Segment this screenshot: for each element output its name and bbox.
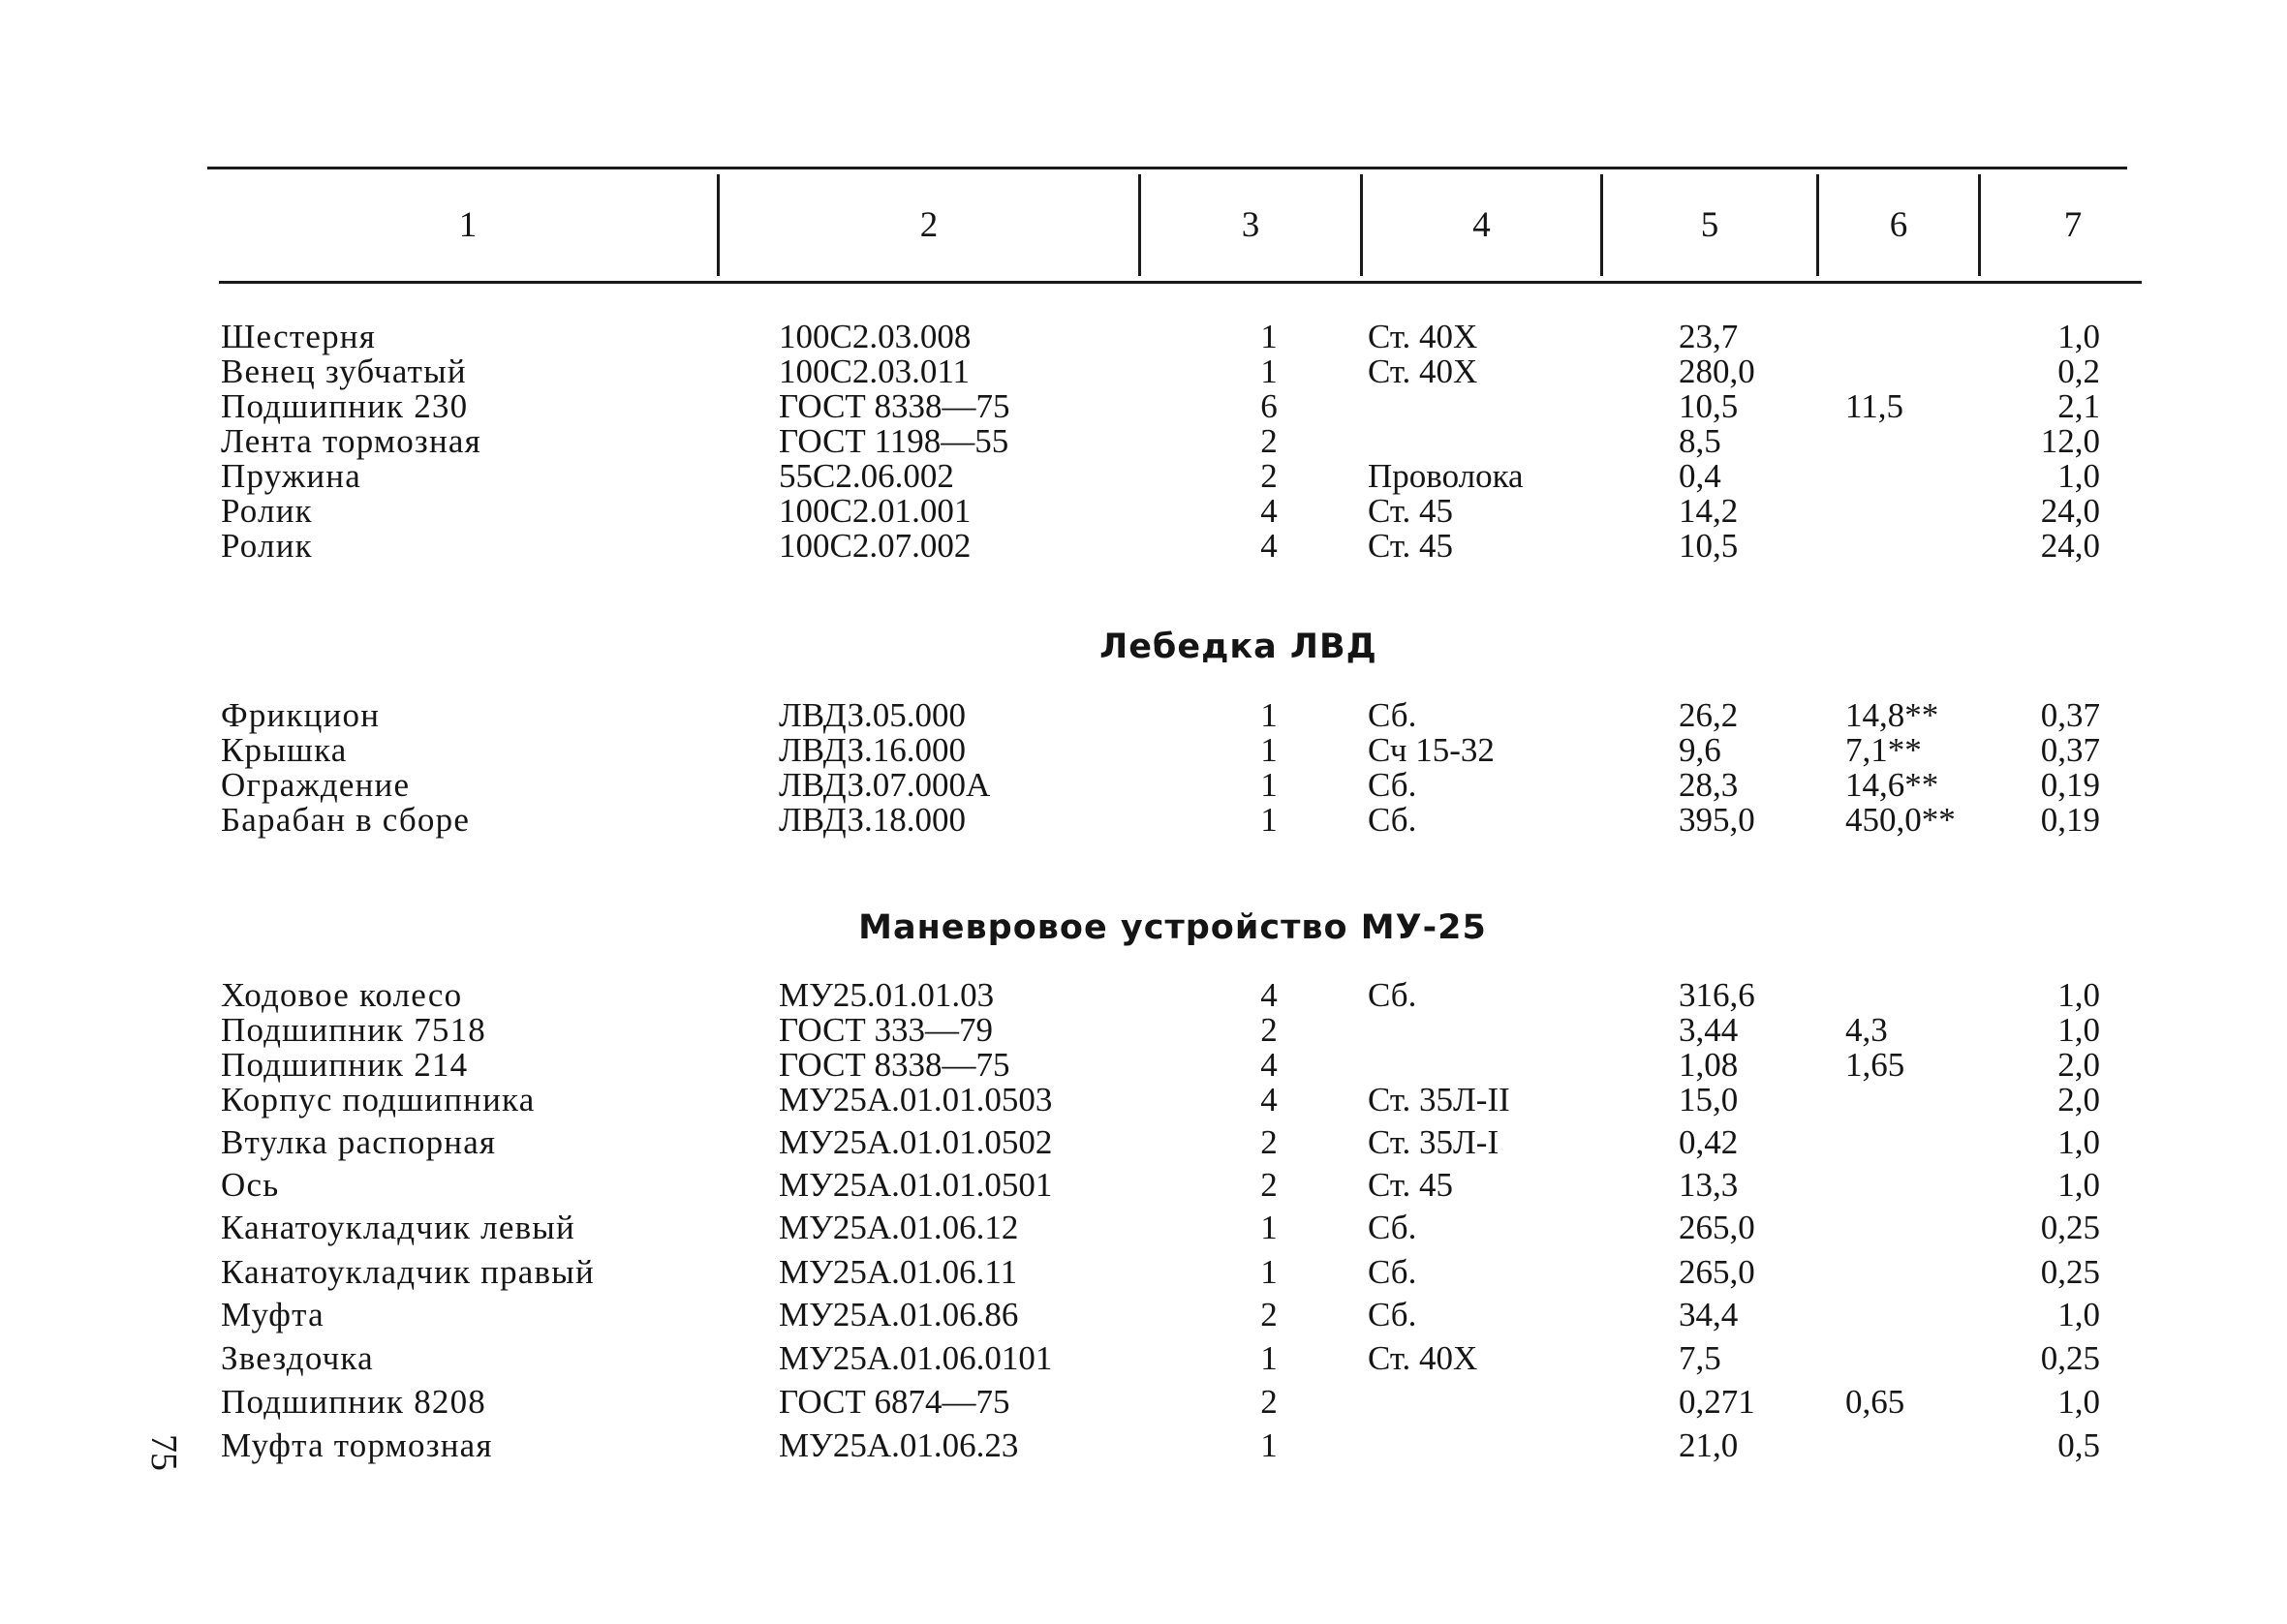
cell-col-6: 14,8** [1845, 696, 1939, 734]
cell-col-3: 1 [1260, 801, 1278, 839]
table-row [0, 733, 2287, 768]
cell-col-1: Подшипник 8208 [221, 1383, 487, 1421]
table-row [0, 1341, 2287, 1376]
cell-col-7: 1,0 [2057, 318, 2100, 355]
cell-col-1: Ходовое колесо [221, 976, 463, 1014]
cell-col-1: Канатоукладчик правый [221, 1253, 595, 1291]
table-row [0, 768, 2287, 803]
cell-col-4: Ст. 40Х [1368, 1339, 1478, 1377]
cell-col-1: Фрикцион [221, 696, 381, 734]
cell-col-4: Сб. [1368, 1253, 1417, 1291]
cell-col-7: 0,25 [2040, 1253, 2100, 1291]
cell-col-2: 55С2.06.002 [779, 457, 954, 495]
cell-col-3: 1 [1260, 1253, 1278, 1291]
cell-col-3: 1 [1260, 766, 1278, 804]
cell-col-7: 0,37 [2040, 731, 2100, 769]
cell-col-5: 265,0 [1679, 1209, 1755, 1246]
cell-col-2: ГОСТ 6874—75 [779, 1383, 1010, 1421]
table-row [0, 1168, 2287, 1203]
cell-col-6: 4,3 [1845, 1011, 1888, 1049]
cell-col-5: 8,5 [1679, 422, 1721, 460]
cell-col-3: 2 [1260, 1166, 1278, 1204]
cell-col-7: 24,0 [2040, 527, 2100, 565]
cell-col-5: 26,2 [1679, 696, 1739, 734]
cell-col-5: 7,5 [1679, 1339, 1721, 1377]
cell-col-5: 3,44 [1679, 1011, 1739, 1049]
cell-col-4: Ст. 40Х [1368, 318, 1478, 355]
cell-col-1: Подшипник 214 [221, 1046, 469, 1084]
cell-col-3: 6 [1260, 387, 1278, 425]
header-col-3: 3 [1241, 205, 1260, 245]
cell-col-5: 10,5 [1679, 527, 1739, 565]
cell-col-3: 1 [1260, 1209, 1278, 1246]
cell-col-1: Барабан в сборе [221, 801, 471, 839]
cell-col-6: 14,6** [1845, 766, 1939, 804]
cell-col-2: ЛВДЗ.16.000 [779, 731, 967, 769]
cell-col-1: Муфта [221, 1296, 325, 1333]
cell-col-5: 28,3 [1679, 766, 1739, 804]
cell-col-2: 100С2.03.011 [779, 352, 971, 390]
header-col-4: 4 [1472, 205, 1491, 245]
table-row [0, 1048, 2287, 1083]
header-col-1: 1 [458, 205, 478, 245]
cell-col-5: 0,271 [1679, 1383, 1755, 1421]
cell-col-5: 34,4 [1679, 1296, 1739, 1333]
cell-col-7: 1,0 [2057, 1123, 2100, 1161]
cell-col-3: 1 [1260, 1426, 1278, 1464]
cell-col-2: МУ25А.01.01.0502 [779, 1123, 1053, 1161]
cell-col-5: 316,6 [1679, 976, 1755, 1014]
table-row [0, 424, 2287, 459]
table-row [0, 320, 2287, 354]
cell-col-7: 0,37 [2040, 696, 2100, 734]
cell-col-2: МУ25.01.01.03 [779, 976, 995, 1014]
cell-col-1: Шестерня [221, 318, 377, 355]
cell-col-3: 2 [1260, 1123, 1278, 1161]
page-number: 75 [143, 1434, 184, 1471]
cell-col-2: ГОСТ 1198—55 [779, 422, 1009, 460]
cell-col-7: 0,25 [2040, 1209, 2100, 1246]
cell-col-3: 4 [1260, 976, 1278, 1014]
section-title-mu25: Маневровое устройство МУ-25 [858, 908, 1487, 947]
cell-col-4: Сб. [1368, 696, 1417, 734]
cell-col-3: 4 [1260, 1081, 1278, 1118]
cell-col-5: 23,7 [1679, 318, 1739, 355]
cell-col-7: 2,0 [2057, 1046, 2100, 1084]
cell-col-7: 0,19 [2040, 766, 2100, 804]
cell-col-3: 4 [1260, 1046, 1278, 1084]
table-row [0, 1013, 2287, 1048]
table-row [0, 1428, 2287, 1463]
cell-col-2: МУ25А.01.06.86 [779, 1296, 1019, 1333]
cell-col-1: Корпус подшипника [221, 1081, 536, 1118]
cell-col-6: 11,5 [1845, 387, 1903, 425]
cell-col-6: 450,0** [1845, 801, 1956, 839]
cell-col-7: 1,0 [2057, 1166, 2100, 1204]
cell-col-3: 1 [1260, 352, 1278, 390]
cell-col-5: 15,0 [1679, 1081, 1739, 1118]
cell-col-7: 2,1 [2057, 387, 2100, 425]
cell-col-1: Канатоукладчик левый [221, 1209, 575, 1246]
cell-col-1: Муфта тормозная [221, 1426, 493, 1464]
cell-col-2: МУ25А.01.01.0501 [779, 1166, 1053, 1204]
cell-col-1: Лента тормозная [221, 422, 481, 460]
cell-col-1: Пружина [221, 457, 361, 495]
cell-col-1: Звездочка [221, 1339, 374, 1377]
cell-col-1: Подшипник 230 [221, 387, 469, 425]
cell-col-2: ГОСТ 8338—75 [779, 1046, 1010, 1084]
cell-col-1: Подшипник 7518 [221, 1011, 487, 1049]
table-row [0, 459, 2287, 494]
cell-col-7: 1,0 [2057, 1383, 2100, 1421]
cell-col-5: 395,0 [1679, 801, 1755, 839]
table-row [0, 1255, 2287, 1290]
cell-col-7: 0,25 [2040, 1339, 2100, 1377]
cell-col-4: Ст. 45 [1368, 527, 1454, 565]
cell-col-4: Сч 15-32 [1368, 731, 1495, 769]
cell-col-4: Проволока [1368, 457, 1524, 495]
cell-col-4: Ст. 45 [1368, 1166, 1454, 1204]
cell-col-3: 1 [1260, 731, 1278, 769]
cell-col-4: Сб. [1368, 976, 1417, 1014]
cell-col-4: Ст. 35Л-I [1368, 1123, 1499, 1161]
cell-col-7: 0,5 [2057, 1426, 2100, 1464]
cell-col-7: 0,2 [2057, 352, 2100, 390]
cell-col-7: 2,0 [2057, 1081, 2100, 1118]
cell-col-7: 1,0 [2057, 457, 2100, 495]
cell-col-5: 1,08 [1679, 1046, 1739, 1084]
cell-col-2: МУ25А.01.01.0503 [779, 1081, 1053, 1118]
table-row [0, 803, 2287, 838]
cell-col-4: Ст. 35Л-II [1368, 1081, 1510, 1118]
cell-col-2: 100С2.03.008 [779, 318, 972, 355]
cell-col-4: Сб. [1368, 801, 1417, 839]
cell-col-5: 10,5 [1679, 387, 1739, 425]
table-row [0, 1210, 2287, 1245]
table-row [0, 1083, 2287, 1118]
cell-col-5: 9,6 [1679, 731, 1721, 769]
cell-col-5: 21,0 [1679, 1426, 1739, 1464]
table-row [0, 1385, 2287, 1420]
cell-col-5: 13,3 [1679, 1166, 1739, 1204]
cell-col-2: МУ25А.01.06.12 [779, 1209, 1019, 1246]
cell-col-7: 24,0 [2040, 492, 2100, 530]
cell-col-1: Ролик [221, 492, 313, 530]
table-row [0, 978, 2287, 1013]
cell-col-3: 2 [1260, 1383, 1278, 1421]
cell-col-3: 2 [1260, 422, 1278, 460]
cell-col-7: 12,0 [2040, 422, 2100, 460]
table-row [0, 494, 2287, 529]
cell-col-6: 1,65 [1845, 1046, 1905, 1084]
cell-col-1: Ограждение [221, 766, 411, 804]
cell-col-5: 14,2 [1679, 492, 1739, 530]
table-row [0, 698, 2287, 733]
table-row [0, 529, 2287, 564]
cell-col-2: МУ25А.01.06.0101 [779, 1339, 1053, 1377]
cell-col-2: МУ25А.01.06.11 [779, 1253, 1018, 1291]
cell-col-5: 0,4 [1679, 457, 1721, 495]
cell-col-1: Венец зубчатый [221, 352, 467, 390]
cell-col-3: 1 [1260, 318, 1278, 355]
cell-col-1: Втулка распорная [221, 1123, 497, 1161]
table-row [0, 354, 2287, 389]
cell-col-2: ГОСТ 333—79 [779, 1011, 994, 1049]
cell-col-2: ЛВДЗ.05.000 [779, 696, 967, 734]
cell-col-1: Крышка [221, 731, 348, 769]
cell-col-3: 4 [1260, 527, 1278, 565]
cell-col-7: 0,19 [2040, 801, 2100, 839]
cell-col-7: 1,0 [2057, 976, 2100, 1014]
cell-col-1: Ось [221, 1166, 280, 1204]
cell-col-2: 100С2.01.001 [779, 492, 972, 530]
cell-col-6: 7,1** [1845, 731, 1922, 769]
cell-col-4: Ст. 45 [1368, 492, 1454, 530]
cell-col-4: Ст. 40Х [1368, 352, 1478, 390]
header-col-5: 5 [1700, 205, 1719, 245]
cell-col-3: 4 [1260, 492, 1278, 530]
cell-col-4: Сб. [1368, 1209, 1417, 1246]
cell-col-5: 0,42 [1679, 1123, 1739, 1161]
header-col-2: 2 [919, 205, 939, 245]
section-title-lvd: Лебедка ЛВД [1099, 628, 1377, 666]
cell-col-1: Ролик [221, 527, 313, 565]
header-col-7: 7 [2063, 205, 2083, 245]
cell-col-3: 1 [1260, 1339, 1278, 1377]
cell-col-3: 2 [1260, 457, 1278, 495]
cell-col-2: 100С2.07.002 [779, 527, 972, 565]
cell-col-3: 2 [1260, 1296, 1278, 1333]
cell-col-3: 2 [1260, 1011, 1278, 1049]
header-col-6: 6 [1889, 205, 1908, 245]
table-row [0, 1125, 2287, 1160]
table-row [0, 1298, 2287, 1333]
cell-col-5: 280,0 [1679, 352, 1755, 390]
cell-col-2: ЛВДЗ.07.000А [779, 766, 991, 804]
cell-col-6: 0,65 [1845, 1383, 1905, 1421]
cell-col-5: 265,0 [1679, 1253, 1755, 1291]
cell-col-7: 1,0 [2057, 1011, 2100, 1049]
cell-col-2: ГОСТ 8338—75 [779, 387, 1010, 425]
cell-col-7: 1,0 [2057, 1296, 2100, 1333]
cell-col-4: Сб. [1368, 1296, 1417, 1333]
cell-col-2: ЛВДЗ.18.000 [779, 801, 967, 839]
cell-col-2: МУ25А.01.06.23 [779, 1426, 1019, 1464]
cell-col-4: Сб. [1368, 766, 1417, 804]
table-row [0, 389, 2287, 424]
cell-col-3: 1 [1260, 696, 1278, 734]
